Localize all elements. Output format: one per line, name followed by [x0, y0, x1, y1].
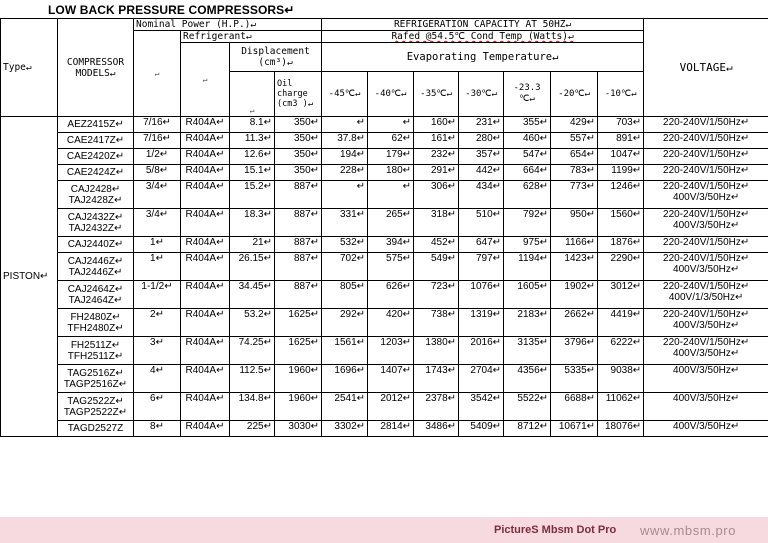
cell-t10: 11062↵	[598, 393, 644, 421]
cell-oil: 887↵	[275, 237, 322, 253]
model-name: CAJ2432Z↵	[67, 211, 124, 223]
voltage-cell	[644, 281, 768, 309]
voltage-value: 220-240V/1/50Hz↵	[663, 281, 750, 292]
type-piston-cell: PISTON↵	[1, 117, 58, 437]
model-name: CAE2424Z↵	[66, 167, 125, 178]
voltage-cell	[644, 421, 768, 437]
voltage-value: 400V/3/50Hz↵	[673, 365, 740, 376]
cell-t30: 5409↵	[459, 421, 504, 437]
cell-t30: 2704↵	[459, 365, 504, 393]
model-name: TAGD2527Z	[67, 423, 124, 434]
voltage-value: 220-240V/1/50Hz↵	[663, 309, 750, 320]
voltage-cell	[644, 337, 768, 365]
cell-hp: 1↵	[134, 237, 181, 253]
cell-ref: R404A↵	[181, 365, 230, 393]
cell-t10: 1199↵	[598, 165, 644, 181]
voltage-cell	[644, 165, 768, 181]
cell-t20: 1423↵	[551, 253, 598, 281]
cell-disp: 8.1↵	[230, 117, 275, 133]
cell-t20: 773↵	[551, 181, 598, 209]
cell-t40: 575↵	[368, 253, 414, 281]
cell-ref: R404A↵	[181, 133, 230, 149]
model-name-alt: TAJ2446Z↵	[68, 266, 123, 278]
model-cell	[58, 165, 134, 181]
header-displacement: Displacement (cm³)↵	[230, 43, 322, 72]
cell-t23: 355↵	[504, 117, 551, 133]
cell-disp: 134.8↵	[230, 393, 275, 421]
cell-oil: 887↵	[275, 281, 322, 309]
cell-ref: R404A↵	[181, 253, 230, 281]
cell-hp: 4↵	[134, 365, 181, 393]
cell-t10: 4419↵	[598, 309, 644, 337]
model-name: FH2511Z↵	[70, 339, 121, 351]
model-name-alt: TFH2511Z↵	[67, 350, 124, 362]
voltage-cell	[644, 133, 768, 149]
cell-hp: 1-1/2↵	[134, 281, 181, 309]
cell-t23: 8712↵	[504, 421, 551, 437]
voltage-value: 220-240V/1/50Hz↵	[663, 237, 750, 248]
cell-t10: 18076↵	[598, 421, 644, 437]
cell-hp: 7/16↵	[134, 117, 181, 133]
table-row	[1, 337, 768, 365]
cell-t35: 1743↵	[414, 365, 459, 393]
voltage-value: 220-240V/1/50Hz↵	[663, 253, 750, 264]
model-name: CAJ2464Z↵	[67, 283, 124, 295]
cell-hp: 1/2↵	[134, 149, 181, 165]
model-name-alt: TAGP2522Z↵	[63, 406, 128, 418]
cell-t10: 9038↵	[598, 365, 644, 393]
cell-oil: 350↵	[275, 133, 322, 149]
model-cell	[58, 237, 134, 253]
cell-t30: 797↵	[459, 253, 504, 281]
cell-hp: 3↵	[134, 337, 181, 365]
cell-t45: 37.8↵	[322, 133, 368, 149]
cell-oil: 350↵	[275, 165, 322, 181]
cell-t40: 626↵	[368, 281, 414, 309]
cell-t20: 5335↵	[551, 365, 598, 393]
cell-oil: 1625↵	[275, 337, 322, 365]
cell-hp: 3/4↵	[134, 181, 181, 209]
model-name: TAG2516Z↵	[67, 367, 124, 379]
cell-t10: 891↵	[598, 133, 644, 149]
header-refrigerant-mark: ↵	[181, 43, 230, 117]
model-cell	[58, 209, 134, 237]
cell-t10: 1047↵	[598, 149, 644, 165]
table-row	[1, 237, 768, 253]
cell-oil: 887↵	[275, 253, 322, 281]
cell-disp: 11.3↵	[230, 133, 275, 149]
cell-t40: ↵	[368, 117, 414, 133]
spec-table-wrapper	[0, 18, 768, 543]
cell-t20: 10671↵	[551, 421, 598, 437]
cell-t30: 2016↵	[459, 337, 504, 365]
voltage-value-alt: 400V/3/50Hz↵	[673, 264, 740, 275]
cell-t45: ↵	[322, 117, 368, 133]
cell-t20: 6688↵	[551, 393, 598, 421]
cell-ref: R404A↵	[181, 393, 230, 421]
header-temp-minus45: -45℃↵	[322, 72, 368, 117]
voltage-cell	[644, 253, 768, 281]
model-cell	[58, 133, 134, 149]
header-compressor-models: COMPRESSOR MODELS↵	[58, 19, 134, 117]
cell-t35: 2378↵	[414, 393, 459, 421]
cell-t40: 2814↵	[368, 421, 414, 437]
cell-t35: 161↵	[414, 133, 459, 149]
voltage-value: 400V/3/50Hz↵	[673, 421, 740, 432]
voltage-value: 220-240V/1/50Hz↵	[663, 117, 750, 128]
header-temp-minus35: -35℃↵	[414, 72, 459, 117]
model-name-alt: TAJ2432Z↵	[68, 222, 123, 234]
table-row	[1, 117, 768, 133]
header-refrigeration-capacity-line2	[322, 31, 644, 43]
model-cell	[58, 281, 134, 309]
cell-t40: 420↵	[368, 309, 414, 337]
table-row	[1, 181, 768, 209]
cell-t45: 331↵	[322, 209, 368, 237]
cell-t40: 394↵	[368, 237, 414, 253]
cell-hp: 8↵	[134, 421, 181, 437]
cell-ref: R404A↵	[181, 421, 230, 437]
cell-t45: 702↵	[322, 253, 368, 281]
voltage-value-alt: 400V/3/50Hz↵	[673, 192, 740, 203]
cell-t10: 1246↵	[598, 181, 644, 209]
header-displacement-mark: ↵	[230, 72, 275, 117]
cell-disp: 225↵	[230, 421, 275, 437]
cell-t30: 647↵	[459, 237, 504, 253]
cell-t23: 628↵	[504, 181, 551, 209]
voltage-cell	[644, 309, 768, 337]
table-row	[1, 253, 768, 281]
header-temp-minus30: -30℃↵	[459, 72, 504, 117]
cell-t23: 460↵	[504, 133, 551, 149]
cell-t45: 228↵	[322, 165, 368, 181]
cell-t10: 6222↵	[598, 337, 644, 365]
table-row	[1, 309, 768, 337]
cell-t45: 2541↵	[322, 393, 368, 421]
cell-oil: 1960↵	[275, 365, 322, 393]
voltage-cell	[644, 365, 768, 393]
voltage-value-alt: 400V/3/50Hz↵	[673, 320, 740, 331]
cell-t30: 442↵	[459, 165, 504, 181]
table-body	[1, 117, 768, 437]
cell-t10: 1876↵	[598, 237, 644, 253]
voltage-cell	[644, 237, 768, 253]
cell-t23: 1605↵	[504, 281, 551, 309]
header-temp-minus40: -40℃↵	[368, 72, 414, 117]
cell-t20: 1902↵	[551, 281, 598, 309]
voltage-value: 400V/3/50Hz↵	[673, 393, 740, 404]
cell-disp: 74.25↵	[230, 337, 275, 365]
model-cell	[58, 253, 134, 281]
voltage-cell	[644, 149, 768, 165]
header-nominal-power: Nominal Power (H.P.)↵	[134, 19, 322, 31]
model-cell	[58, 181, 134, 209]
watermark-credit: PictureS Mbsm Dot Pro	[494, 524, 617, 536]
cell-ref: R404A↵	[181, 117, 230, 133]
cell-t10: 703↵	[598, 117, 644, 133]
table-row	[1, 281, 768, 309]
cell-t20: 783↵	[551, 165, 598, 181]
table-row	[1, 365, 768, 393]
header-hp-mark: ↵	[134, 31, 181, 117]
cell-oil: 3030↵	[275, 421, 322, 437]
cell-t30: 3542↵	[459, 393, 504, 421]
model-name: CAJ2428↵	[70, 183, 121, 195]
cell-t30: 434↵	[459, 181, 504, 209]
header-evaporating-temperature: Evaporating Temperature↵	[322, 43, 644, 72]
cell-t40: 2012↵	[368, 393, 414, 421]
cell-t35: 306↵	[414, 181, 459, 209]
table-row	[1, 393, 768, 421]
cell-t30: 231↵	[459, 117, 504, 133]
cell-oil: 350↵	[275, 149, 322, 165]
watermark-site: www.mbsm.pro	[640, 523, 737, 538]
table-row	[1, 133, 768, 149]
cell-t45: 1696↵	[322, 365, 368, 393]
cell-t45: 3302↵	[322, 421, 368, 437]
cell-t20: 950↵	[551, 209, 598, 237]
cell-disp: 26.15↵	[230, 253, 275, 281]
voltage-value-alt: 400V/1/3/50Hz↵	[668, 292, 744, 303]
model-name: CAJ2446Z↵	[67, 255, 124, 267]
header-temp-minus23-3: -23.3 ℃↵	[504, 72, 551, 117]
model-cell	[58, 337, 134, 365]
cell-t40: 179↵	[368, 149, 414, 165]
model-name: CAE2417Z↵	[66, 135, 125, 146]
model-cell	[58, 365, 134, 393]
cell-t10: 3012↵	[598, 281, 644, 309]
cell-oil: 887↵	[275, 209, 322, 237]
voltage-cell	[644, 209, 768, 237]
cell-t35: 738↵	[414, 309, 459, 337]
cell-t10: 2290↵	[598, 253, 644, 281]
cell-t40: 180↵	[368, 165, 414, 181]
cell-hp: 3/4↵	[134, 209, 181, 237]
cell-t45: 532↵	[322, 237, 368, 253]
table-row	[1, 421, 768, 437]
model-name: AEZ2415Z↵	[67, 119, 124, 130]
voltage-value: 220-240V/1/50Hz↵	[663, 165, 750, 176]
cell-t20: 654↵	[551, 149, 598, 165]
cell-oil: 887↵	[275, 181, 322, 209]
model-name: TAG2522Z↵	[67, 395, 124, 407]
cell-hp: 1↵	[134, 253, 181, 281]
cell-t35: 549↵	[414, 253, 459, 281]
cell-t20: 2662↵	[551, 309, 598, 337]
cell-ref: R404A↵	[181, 209, 230, 237]
cell-ref: R404A↵	[181, 309, 230, 337]
rated-cond-temp-text: Rafed @54.5℃ Cond Temp (Watts)↵	[391, 31, 574, 42]
model-name-alt: TAJ2428Z↵	[68, 194, 123, 206]
cell-ref: R404A↵	[181, 337, 230, 365]
cell-oil: 1960↵	[275, 393, 322, 421]
voltage-value: 220-240V/1/50Hz↵	[663, 209, 750, 220]
cell-hp: 2↵	[134, 309, 181, 337]
table-row	[1, 165, 768, 181]
cell-ref: R404A↵	[181, 281, 230, 309]
cell-oil: 350↵	[275, 117, 322, 133]
cell-t10: 1560↵	[598, 209, 644, 237]
cell-t23: 1194↵	[504, 253, 551, 281]
table-title: LOW BACK PRESSURE COMPRESSORS↵	[48, 3, 295, 17]
cell-disp: 18.3↵	[230, 209, 275, 237]
cell-t40: 1407↵	[368, 365, 414, 393]
header-temp-minus20: -20℃↵	[551, 72, 598, 117]
model-cell	[58, 421, 134, 437]
model-cell	[58, 117, 134, 133]
cell-t35: 318↵	[414, 209, 459, 237]
cell-t23: 3135↵	[504, 337, 551, 365]
cell-disp: 21↵	[230, 237, 275, 253]
cell-t35: 160↵	[414, 117, 459, 133]
voltage-value: 220-240V/1/50Hz↵	[663, 181, 750, 192]
cell-t35: 3486↵	[414, 421, 459, 437]
cell-hp: 5/8↵	[134, 165, 181, 181]
cell-ref: R404A↵	[181, 165, 230, 181]
cell-ref: R404A↵	[181, 181, 230, 209]
voltage-value: 220-240V/1/50Hz↵	[663, 337, 750, 348]
cell-disp: 34.45↵	[230, 281, 275, 309]
cell-t45: 805↵	[322, 281, 368, 309]
cell-t23: 792↵	[504, 209, 551, 237]
cell-t23: 664↵	[504, 165, 551, 181]
cell-t20: 3796↵	[551, 337, 598, 365]
cell-t30: 510↵	[459, 209, 504, 237]
voltage-value-alt: 400V/3/50Hz↵	[673, 220, 740, 231]
cell-t30: 280↵	[459, 133, 504, 149]
compressor-spec-table	[0, 18, 768, 437]
cell-t30: 1076↵	[459, 281, 504, 309]
cell-t35: 723↵	[414, 281, 459, 309]
table-row	[1, 149, 768, 165]
cell-t35: 291↵	[414, 165, 459, 181]
cell-t30: 1319↵	[459, 309, 504, 337]
cell-t23: 2183↵	[504, 309, 551, 337]
cell-t45: 1561↵	[322, 337, 368, 365]
voltage-value: 220-240V/1/50Hz↵	[663, 133, 750, 144]
header-temp-minus10: -10℃↵	[598, 72, 644, 117]
voltage-cell	[644, 393, 768, 421]
model-name-alt: TAJ2464Z↵	[68, 294, 123, 306]
cell-disp: 53.2↵	[230, 309, 275, 337]
cell-disp: 112.5↵	[230, 365, 275, 393]
cell-t40: ↵	[368, 181, 414, 209]
model-name: CAJ2440Z↵	[67, 239, 124, 250]
model-cell	[58, 393, 134, 421]
cell-t20: 557↵	[551, 133, 598, 149]
cell-t23: 975↵	[504, 237, 551, 253]
cell-disp: 12.6↵	[230, 149, 275, 165]
cell-t40: 62↵	[368, 133, 414, 149]
cell-hp: 7/16↵	[134, 133, 181, 149]
cell-t45: ↵	[322, 181, 368, 209]
cell-t23: 5522↵	[504, 393, 551, 421]
model-name: CAE2420Z↵	[66, 151, 125, 162]
cell-t30: 357↵	[459, 149, 504, 165]
cell-t35: 1380↵	[414, 337, 459, 365]
table-header	[1, 19, 768, 117]
header-refrigeration-capacity-line1: REFRIGERATION CAPACITY AT 50HZ↵	[322, 19, 644, 31]
cell-t35: 452↵	[414, 237, 459, 253]
header-voltage: VOLTAGE↵	[644, 19, 768, 117]
cell-t45: 292↵	[322, 309, 368, 337]
cell-disp: 15.2↵	[230, 181, 275, 209]
model-cell	[58, 309, 134, 337]
model-cell	[58, 149, 134, 165]
cell-t40: 1203↵	[368, 337, 414, 365]
table-row	[1, 209, 768, 237]
cell-t23: 547↵	[504, 149, 551, 165]
voltage-cell	[644, 117, 768, 133]
cell-t45: 194↵	[322, 149, 368, 165]
cell-ref: R404A↵	[181, 149, 230, 165]
cell-t35: 232↵	[414, 149, 459, 165]
cell-t20: 429↵	[551, 117, 598, 133]
cell-disp: 15.1↵	[230, 165, 275, 181]
header-type: Type↵	[1, 19, 58, 117]
cell-ref: R404A↵	[181, 237, 230, 253]
header-refrigerant: Refrigerant↵	[181, 31, 322, 43]
cell-t20: 1166↵	[551, 237, 598, 253]
model-name: FH2480Z↵	[70, 311, 121, 323]
model-name-alt: TFH2480Z↵	[67, 322, 124, 334]
voltage-value-alt: 400V/3/50Hz↵	[673, 348, 740, 359]
cell-t40: 265↵	[368, 209, 414, 237]
voltage-value: 220-240V/1/50Hz↵	[663, 149, 750, 160]
voltage-cell	[644, 181, 768, 209]
cell-hp: 6↵	[134, 393, 181, 421]
cell-t23: 4356↵	[504, 365, 551, 393]
cell-oil: 1625↵	[275, 309, 322, 337]
header-oil-charge: Oil charge (cm3 )↵	[275, 72, 322, 117]
model-name-alt: TAGP2516Z↵	[63, 378, 128, 390]
